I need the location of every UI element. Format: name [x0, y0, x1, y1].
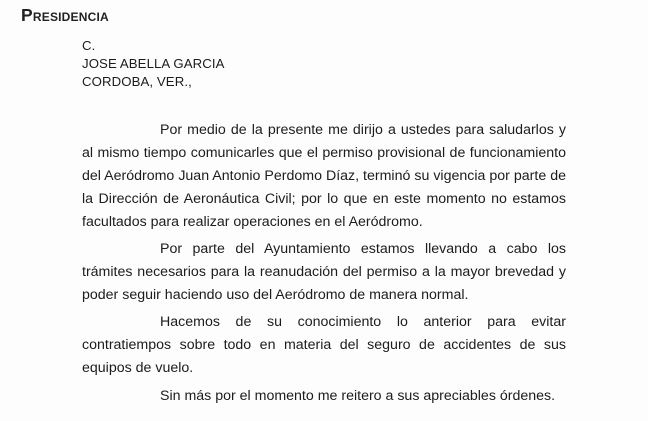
recipient-name: JOSE ABELLA GARCIA [82, 56, 225, 71]
body-paragraph-2: Por parte del Ayuntamiento estamos llevando a cabo los trámites necesarios para la reanudación del permiso a la mayor brevedad y poder seguir haciendo uso del Aeródromo de manera normal. [82, 241, 566, 303]
body-paragraph-3: Hacemos de su conocimiento lo anterior para evitar contratiempos sobre todo en materia del seguro de accidentes de sus equipos de vuelo. [82, 314, 566, 376]
recipient-prefix: C. [82, 38, 96, 53]
body-paragraph-1: Por medio de la presente me dirijo a ustedes para saludarlos y al mismo tiempo comunicarles que el permiso provisional de funcionamiento del Aeródromo Juan Antonio Perdomo Díaz, terminó su vigencia por parte de la Dirección de Aeronáutica Civil; por lo que en este momento no estamos facultados para realizar operaciones en el Aeródromo. [82, 122, 566, 230]
closing-paragraph: Sin más por el momento me reitero a sus apreciables órdenes. [160, 388, 556, 404]
letterhead-title: Presidencia [21, 5, 109, 25]
recipient-city: CORDOBA, VER., [82, 74, 192, 89]
recipient-address [82, 37, 225, 91]
